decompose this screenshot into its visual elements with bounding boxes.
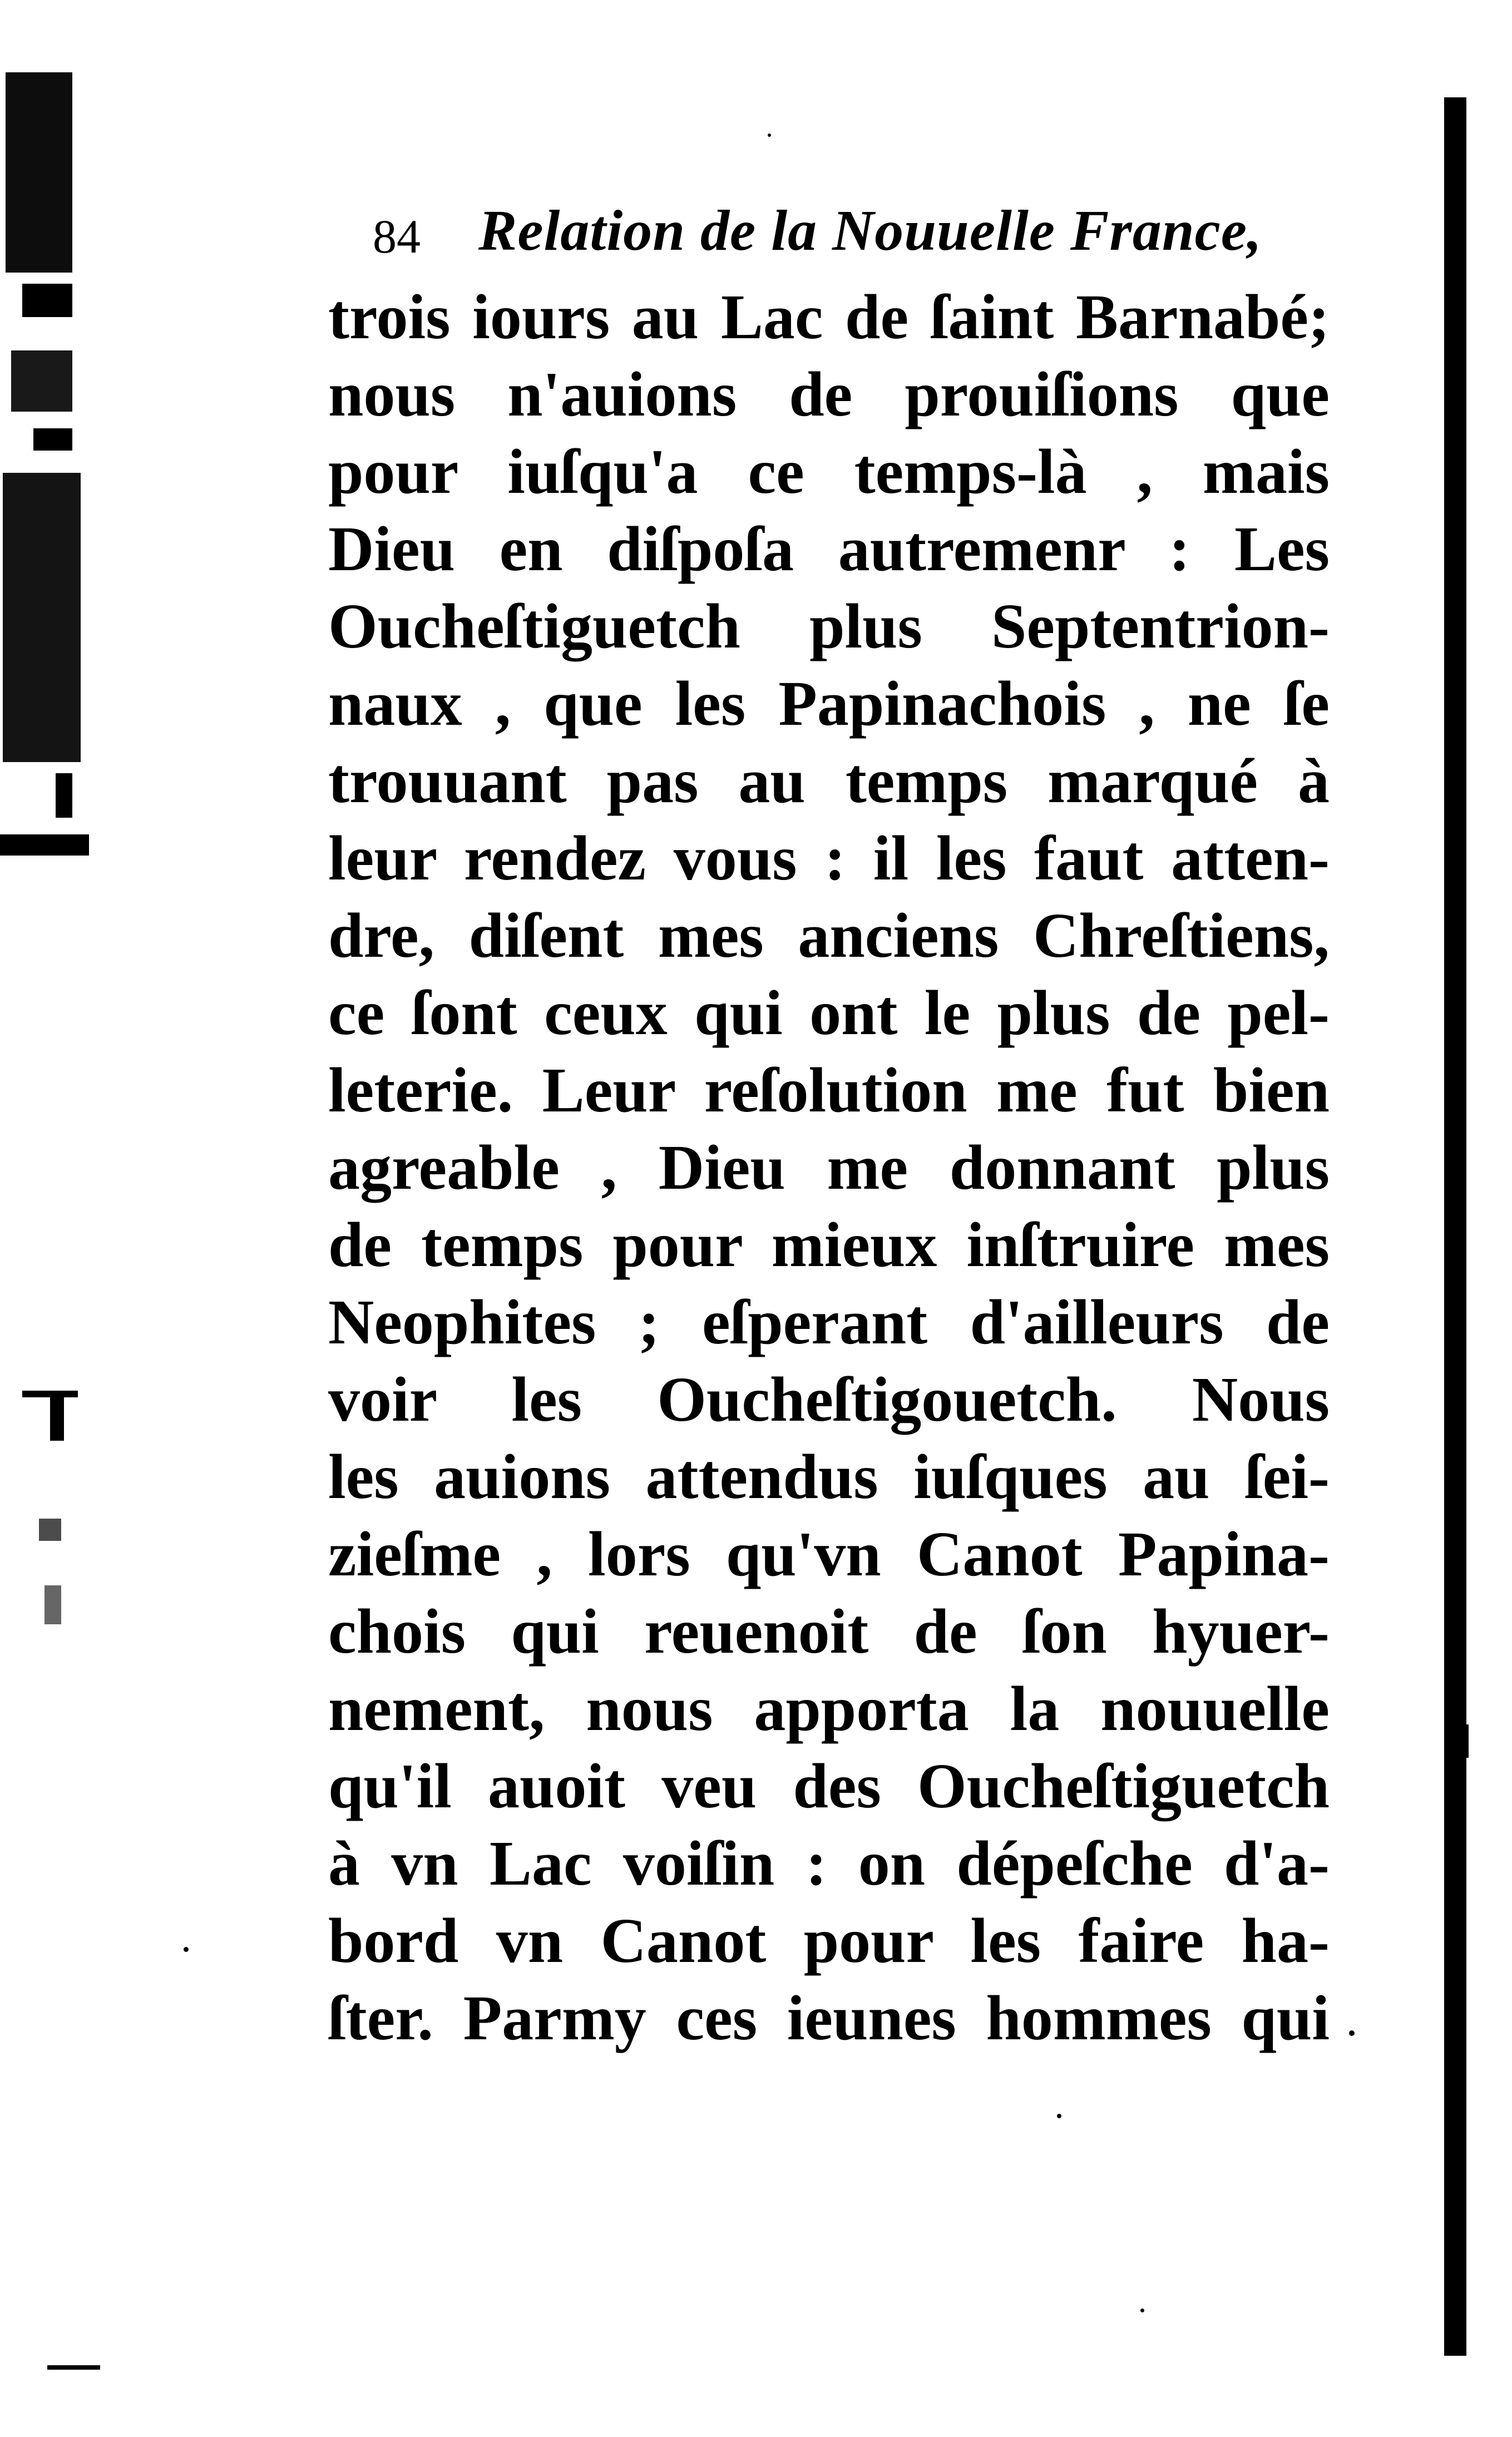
text-line: nous n'auions de prouiſions que [328, 359, 1330, 429]
text-line: qu'il auoit veu des Oucheſtiguetch [328, 1751, 1330, 1821]
binding-bleed-through [0, 72, 95, 2353]
text-line: nement, nous apporta la nouuelle [328, 1673, 1330, 1744]
text-line: ce ſont ceux qui ont le plus de pel- [328, 977, 1330, 1048]
page-number: 84 [373, 210, 421, 263]
text-line: leur rendez vous : il les faut atten- [328, 823, 1330, 893]
text-line: ſter. Parmy ces ieunes hommes qui [328, 1983, 1330, 2053]
print-speck [1140, 2309, 1144, 2312]
text-line: naux , que les Papinachois , ne ſe [328, 668, 1330, 739]
page-header [328, 195, 1330, 289]
text-line: bord vn Canot pour les faire ha- [328, 1905, 1330, 1976]
body-text [328, 278, 1330, 2057]
text-line: dre, diſent mes anciens Chreſtiens, [328, 900, 1330, 971]
text-line: trouuant pas au temps marqué à [328, 745, 1330, 816]
text-line: Oucheſtiguetch plus Septentrion- [328, 591, 1330, 661]
print-speck [1349, 2030, 1355, 2036]
text-line: voir les Oucheſtigouetch. Nous [328, 1364, 1330, 1435]
text-line: Dieu en diſpoſa autremenr : Les [328, 513, 1330, 584]
text-line: trois iours au Lac de ſaint Barnabé; [328, 281, 1330, 352]
running-title: Relation de la Nouuelle France, [478, 199, 1262, 263]
text-line: les auions attendus iuſques au ſei- [328, 1441, 1330, 1512]
print-speck [184, 1947, 189, 1952]
text-line: de temps pour mieux inſtruire mes [328, 1209, 1330, 1280]
corner-mark [47, 2365, 100, 2370]
text-line: zieſme , lors qu'vn Canot Papina- [328, 1519, 1330, 1589]
page-edge-rule [1444, 97, 1466, 2356]
printed-text [328, 195, 1330, 2053]
print-speck [768, 134, 771, 137]
page-edge-mark [1463, 1724, 1469, 1758]
text-line: Neophites ; eſperant d'ailleurs de [328, 1287, 1330, 1357]
text-line: à vn Lac voiſin : on dépeſche d'a- [328, 1828, 1330, 1899]
print-speck [1057, 2114, 1061, 2118]
text-line: chois qui reuenoit de ſon hyuer- [328, 1596, 1330, 1667]
text-line: agreable , Dieu me donnant plus [328, 1132, 1330, 1203]
text-line: leterie. Leur reſolution me fut bien [328, 1055, 1330, 1125]
text-line: pour iuſqu'a ce temps-là , mais [328, 436, 1330, 507]
